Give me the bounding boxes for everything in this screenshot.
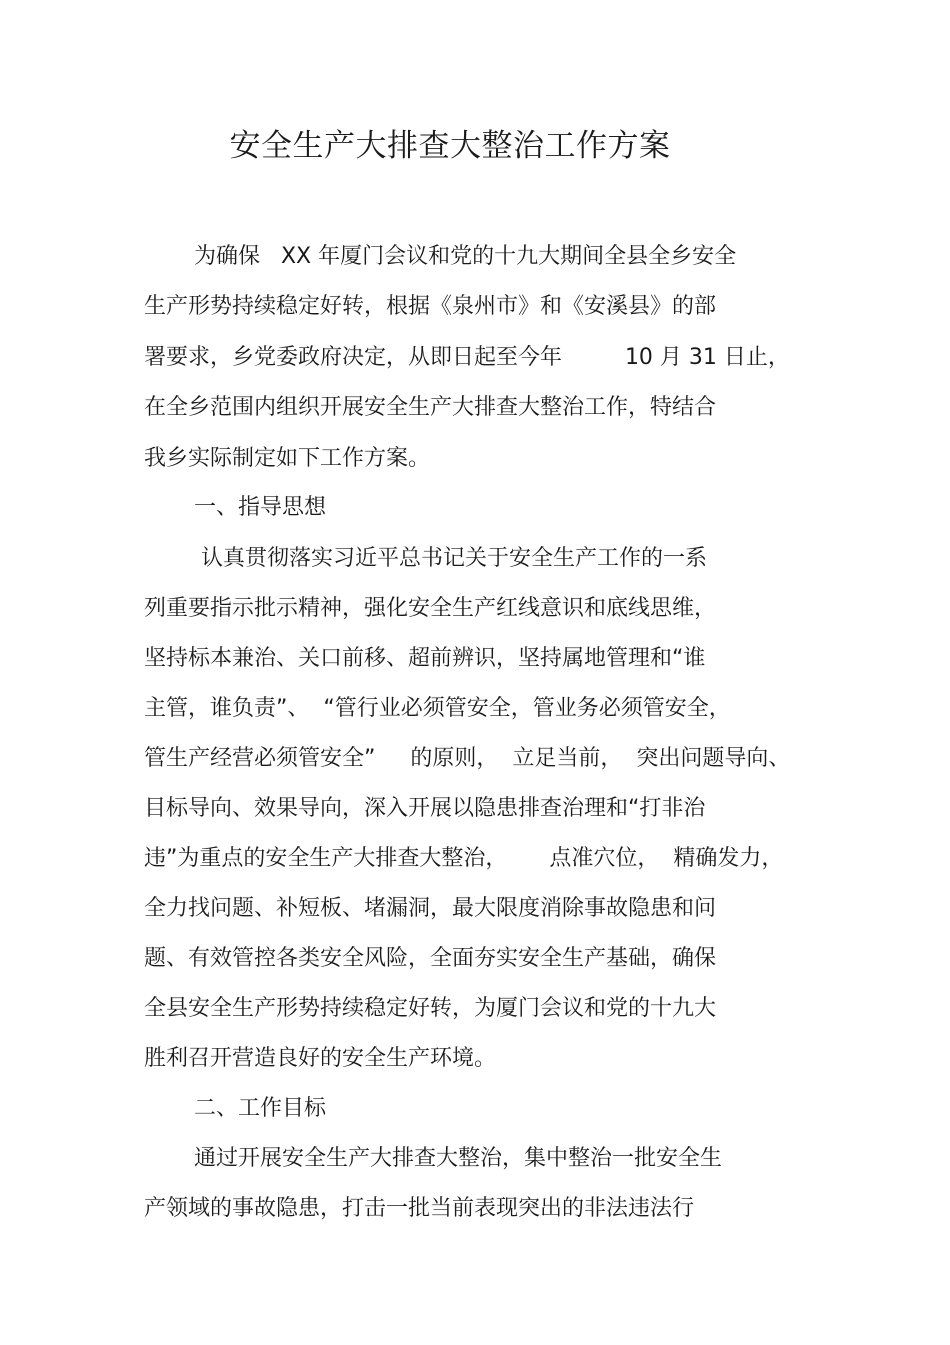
paragraph-guiding-line-9: 题、有效管控各类安全风险，全面夯实安全生产基础，确保 [144, 946, 717, 971]
paragraph-intro-line-2: 生产形势持续稳定好转，根据《泉州市》和《安溪县》的部 [144, 294, 717, 319]
paragraph-guiding-line-11: 胜利召开营造良好的安全生产环境。 [144, 1046, 497, 1071]
paragraph-goals-line-1: 通过开展安全生产大排查大整治，集中整治一批安全生 [194, 1146, 723, 1171]
paragraph-intro-line-3: 署要求，乡党委政府决定，从即日起至今年 10 月 31 日止， [144, 345, 790, 370]
paragraph-guiding-line-1: 认真贯彻落实习近平总书记关于安全生产工作的一系 [194, 546, 707, 571]
paragraph-guiding-line-2: 列重要指示批示精神，强化安全生产红线意识和底线思维， [144, 596, 717, 621]
paragraph-guiding-line-8: 全力找问题、补短板、堵漏洞，最大限度消除事故隐患和问 [144, 896, 717, 921]
paragraph-guiding-line-5: 管生产经营必须管安全” 的原则， 立足当前， 突出问题导向、 [144, 746, 791, 771]
document-title: 安全生产大排查大整治工作方案 [229, 128, 671, 164]
paragraph-goals-line-2: 产领域的事故隐患，打击一批当前表现突出的非法违法行 [144, 1196, 695, 1221]
section-heading-work-goals: 二、工作目标 [194, 1096, 327, 1121]
paragraph-guiding-line-7: 违”为重点的安全生产大排查大整治， 点准穴位， 精确发力， [144, 846, 784, 871]
paragraph-intro-line-5: 我乡实际制定如下工作方案。 [144, 446, 431, 471]
paragraph-guiding-line-4: 主管，谁负责”、 “管行业必须管安全，管业务必须管安全， [144, 696, 731, 721]
paragraph-intro-line-4: 在全乡范围内组织开展安全生产大排查大整治工作，特结合 [144, 395, 717, 420]
paragraph-guiding-line-3: 坚持标本兼治、关口前移、超前辨识，坚持属地管理和“谁 [144, 646, 706, 671]
paragraph-guiding-line-6: 目标导向、效果导向，深入开展以隐患排查治理和“打非治 [144, 796, 706, 821]
paragraph-guiding-line-10: 全县安全生产形势持续稳定好转，为厦门会议和党的十九大 [144, 996, 717, 1021]
section-heading-guiding-ideology: 一、指导思想 [194, 495, 327, 520]
paragraph-intro-line-1: 为确保 XX 年厦门会议和党的十九大期间全县全乡安全 [194, 244, 737, 269]
